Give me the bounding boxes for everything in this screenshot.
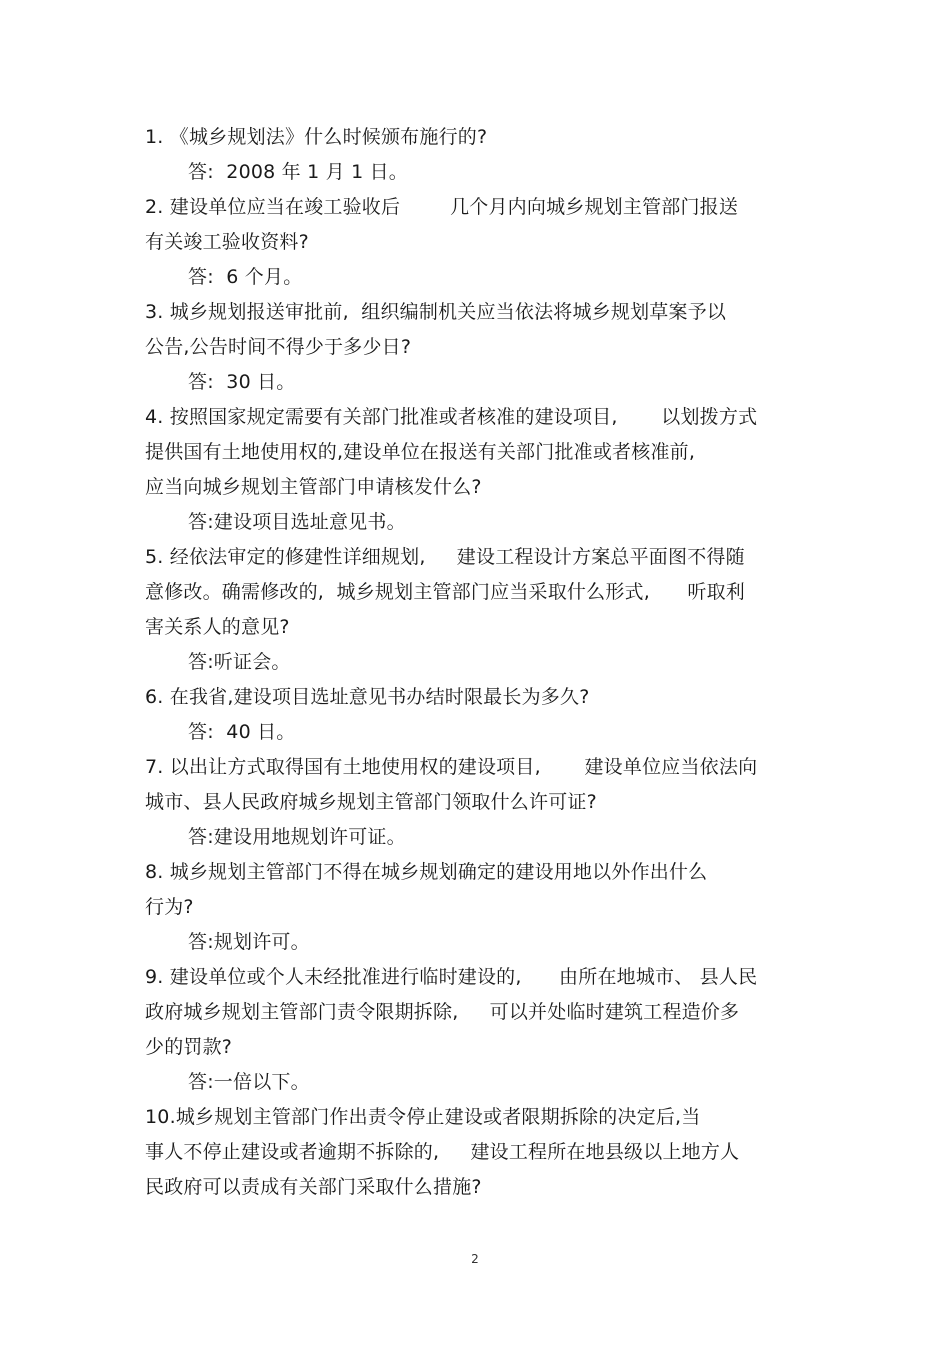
answer-4: 答:建设项目选址意见书。 <box>188 511 406 533</box>
answer-9: 答:一倍以下。 <box>188 1071 310 1093</box>
question-8-line-2: 行为? <box>145 896 194 918</box>
question-4-line-1: 4. 按照国家规定需要有关部门批准或者核准的建设项目, 以划拨方式 <box>145 406 758 428</box>
answer-5: 答:听证会。 <box>188 651 291 673</box>
answer-3: 答: 30 日。 <box>188 371 296 393</box>
question-4-line-2: 提供国有土地使用权的,建设单位在报送有关部门批准或者核准前, <box>145 441 696 463</box>
question-10-line-1: 10.城乡规划主管部门作出责令停止建设或者限期拆除的决定后,当 <box>145 1106 701 1128</box>
answer-8: 答:规划许可。 <box>188 931 310 953</box>
question-3-line-2: 公告,公告时间不得少于多少日? <box>145 336 412 358</box>
question-8-line-1: 8. 城乡规划主管部门不得在城乡规划确定的建设用地以外作出什么 <box>145 861 708 883</box>
question-7-line-1: 7. 以出让方式取得国有土地使用权的建设项目, 建设单位应当依法向 <box>145 756 758 778</box>
answer-1: 答: 2008 年 1 月 1 日。 <box>188 161 409 183</box>
question-9-line-3: 少的罚款? <box>145 1036 233 1058</box>
question-10-line-2: 事人不停止建设或者逾期不拆除的, 建设工程所在地县级以上地方人 <box>145 1141 740 1163</box>
question-9-line-2: 政府城乡规划主管部门责令限期拆除, 可以并处临时建筑工程造价多 <box>145 1001 740 1023</box>
question-5-line-1: 5. 经依法审定的修建性详细规划, 建设工程设计方案总平面图不得随 <box>145 546 745 568</box>
question-2-line-1: 2. 建设单位应当在竣工验收后 几个月内向城乡规划主管部门报送 <box>145 196 739 218</box>
question-10-line-3: 民政府可以责成有关部门采取什么措施? <box>145 1176 482 1198</box>
question-5-line-3: 害关系人的意见? <box>145 616 290 638</box>
question-7-line-2: 城市、县人民政府城乡规划主管部门领取什么许可证? <box>145 791 597 813</box>
question-5-line-2: 意修改。确需修改的, 城乡规划主管部门应当采取什么形式, 听取利 <box>145 581 745 603</box>
question-3-line-1: 3. 城乡规划报送审批前, 组织编制机关应当依法将城乡规划草案予以 <box>145 301 727 323</box>
answer-2: 答: 6 个月。 <box>188 266 303 288</box>
question-1-line-1: 1. 《城乡规划法》什么时候颁布施行的? <box>145 126 488 148</box>
question-6-line-1: 6. 在我省,建设项目选址意见书办结时限最长为多久? <box>145 686 590 708</box>
page-number: 2 <box>471 1252 479 1266</box>
question-4-line-3: 应当向城乡规划主管部门申请核发什么? <box>145 476 482 498</box>
answer-7: 答:建设用地规划许可证。 <box>188 826 406 848</box>
question-9-line-1: 9. 建设单位或个人未经批准进行临时建设的, 由所在地城市、 县人民 <box>145 966 758 988</box>
question-2-line-2: 有关竣工验收资料? <box>145 231 309 253</box>
answer-6: 答: 40 日。 <box>188 721 296 743</box>
